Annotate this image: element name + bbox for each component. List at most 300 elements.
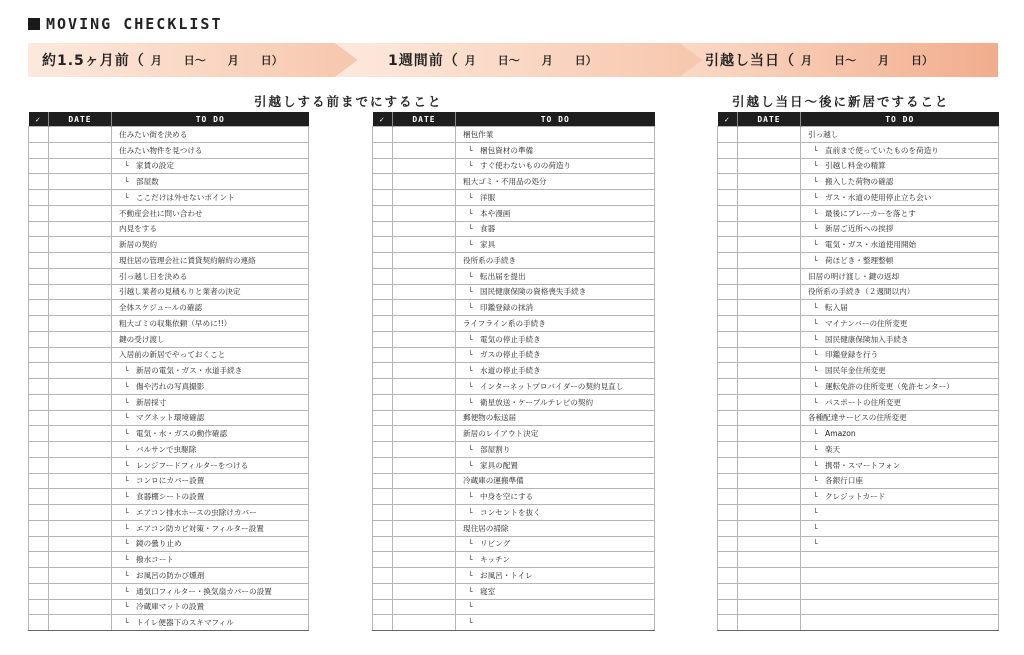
sub-item-icon: └ — [468, 334, 473, 344]
date-cell[interactable] — [393, 142, 456, 158]
date-cell[interactable] — [49, 268, 112, 284]
checkbox-cell[interactable] — [29, 237, 49, 253]
table-row — [718, 442, 999, 458]
checkbox-cell[interactable] — [718, 363, 738, 379]
date-cell[interactable] — [49, 363, 112, 379]
date-cell[interactable] — [49, 426, 112, 442]
date-cell[interactable] — [49, 221, 112, 237]
date-cell[interactable] — [49, 568, 112, 584]
date-cell[interactable] — [393, 536, 456, 552]
checkbox-cell[interactable] — [718, 536, 738, 552]
table-row — [29, 205, 309, 221]
date-cell[interactable] — [738, 473, 801, 489]
table-row — [29, 394, 309, 410]
checkbox-cell[interactable] — [29, 158, 49, 174]
date-cell[interactable] — [393, 599, 456, 615]
checkbox-cell[interactable] — [373, 347, 393, 363]
table-row — [29, 442, 309, 458]
date-cell[interactable] — [49, 284, 112, 300]
date-cell[interactable] — [49, 253, 112, 269]
table-row — [29, 316, 309, 332]
col-header-todo: TO DO — [801, 112, 999, 127]
table-row — [29, 505, 309, 521]
task-label: 内見をする — [119, 224, 157, 234]
date-cell[interactable] — [49, 127, 112, 143]
date-cell[interactable] — [738, 205, 801, 221]
checkbox-cell[interactable] — [718, 142, 738, 158]
date-cell[interactable] — [738, 127, 801, 143]
task-label: 水道の停止手続き — [480, 366, 541, 376]
table-row — [373, 520, 655, 536]
checkbox-cell[interactable] — [29, 284, 49, 300]
sub-item-icon: └ — [124, 570, 129, 580]
date-cell[interactable] — [393, 316, 456, 332]
sub-item-icon: └ — [124, 397, 129, 407]
task-cell — [801, 347, 999, 363]
checkbox-cell[interactable] — [29, 190, 49, 206]
date-cell[interactable] — [49, 316, 112, 332]
checkbox-cell[interactable] — [373, 583, 393, 599]
page-title — [28, 15, 223, 33]
task-label: 梱包資材の準備 — [480, 145, 534, 155]
checkbox-cell[interactable] — [29, 489, 49, 505]
date-cell[interactable] — [393, 473, 456, 489]
date-cell[interactable] — [738, 599, 801, 615]
date-cell[interactable] — [393, 268, 456, 284]
checkbox-cell[interactable] — [718, 158, 738, 174]
date-cell[interactable] — [49, 473, 112, 489]
checkbox-cell[interactable] — [29, 300, 49, 316]
date-cell[interactable] — [49, 552, 112, 568]
task-label: ガス・水道の使用停止立ち会い — [825, 192, 932, 202]
date-cell[interactable] — [738, 347, 801, 363]
sub-item-icon: └ — [124, 602, 129, 612]
checkbox-cell[interactable] — [373, 505, 393, 521]
sub-item-icon: └ — [813, 539, 818, 549]
table-row — [29, 284, 309, 300]
checkbox-cell[interactable] — [29, 426, 49, 442]
sub-item-icon: └ — [468, 381, 473, 391]
date-cell[interactable] — [49, 300, 112, 316]
table-row — [718, 457, 999, 473]
col-header-date: DATE — [49, 112, 112, 127]
date-cell[interactable] — [393, 394, 456, 410]
task-label: 印鑑登録を行う — [825, 350, 879, 360]
date-cell[interactable] — [738, 331, 801, 347]
table-row — [29, 190, 309, 206]
date-cell[interactable] — [393, 363, 456, 379]
date-cell[interactable] — [49, 331, 112, 347]
checkbox-cell[interactable] — [373, 253, 393, 269]
sub-item-icon: └ — [124, 523, 129, 533]
checkbox-cell[interactable] — [373, 363, 393, 379]
date-cell[interactable] — [393, 489, 456, 505]
date-cell[interactable] — [393, 221, 456, 237]
table-row — [373, 363, 655, 379]
date-cell[interactable] — [393, 190, 456, 206]
checkbox-cell[interactable] — [718, 599, 738, 615]
task-cell — [456, 583, 655, 599]
task-label: 通気口フィルター・換気扇カバーの設置 — [136, 586, 272, 596]
date-cell[interactable] — [49, 505, 112, 521]
task-label: 梱包作業 — [463, 129, 494, 139]
date-cell[interactable] — [738, 489, 801, 505]
date-cell[interactable] — [49, 599, 112, 615]
sub-item-icon: └ — [468, 224, 473, 234]
sub-item-icon: └ — [813, 444, 818, 454]
checkbox-cell[interactable] — [29, 410, 49, 426]
date-cell[interactable] — [49, 583, 112, 599]
checkbox-cell[interactable] — [373, 379, 393, 395]
date-cell[interactable] — [49, 489, 112, 505]
table-row — [373, 316, 655, 332]
date-cell[interactable] — [738, 520, 801, 536]
sub-item-icon: └ — [124, 586, 129, 596]
checkbox-cell[interactable] — [29, 473, 49, 489]
checkbox-cell[interactable] — [718, 331, 738, 347]
checkbox-cell[interactable] — [29, 363, 49, 379]
date-cell[interactable] — [393, 457, 456, 473]
table-row — [718, 583, 999, 599]
task-cell — [112, 379, 309, 395]
checkbox-cell[interactable] — [718, 253, 738, 269]
table-row — [373, 599, 655, 615]
sub-item-icon: └ — [124, 429, 129, 439]
date-cell[interactable] — [393, 426, 456, 442]
checkbox-cell[interactable] — [718, 379, 738, 395]
checkbox-cell[interactable] — [373, 221, 393, 237]
sub-item-icon: └ — [813, 224, 818, 234]
task-label: 全体スケジュールの確認 — [119, 303, 203, 313]
sub-item-icon: └ — [124, 444, 129, 454]
checkbox-cell[interactable] — [373, 410, 393, 426]
date-cell[interactable] — [49, 174, 112, 190]
checkbox-cell[interactable] — [718, 268, 738, 284]
checkbox-cell[interactable] — [718, 568, 738, 584]
checkbox-cell[interactable] — [29, 457, 49, 473]
checkbox-cell[interactable] — [718, 410, 738, 426]
date-cell[interactable] — [393, 583, 456, 599]
date-cell[interactable] — [393, 284, 456, 300]
date-cell[interactable] — [49, 410, 112, 426]
checkbox-cell[interactable] — [29, 599, 49, 615]
checkbox-cell[interactable] — [373, 268, 393, 284]
date-cell[interactable] — [738, 568, 801, 584]
date-cell[interactable] — [738, 190, 801, 206]
date-cell[interactable] — [49, 394, 112, 410]
task-cell — [456, 284, 655, 300]
table-row — [373, 347, 655, 363]
date-cell[interactable] — [738, 457, 801, 473]
table-row — [29, 536, 309, 552]
date-cell[interactable] — [393, 615, 456, 631]
col-header-date: DATE — [738, 112, 801, 127]
checkbox-cell[interactable] — [718, 426, 738, 442]
date-cell[interactable] — [738, 379, 801, 395]
checkbox-cell[interactable] — [29, 520, 49, 536]
task-label: 家具 — [480, 240, 496, 250]
task-cell — [456, 237, 655, 253]
checkbox-cell[interactable] — [718, 394, 738, 410]
table-row — [29, 568, 309, 584]
checkbox-cell[interactable] — [29, 442, 49, 458]
table-row — [373, 331, 655, 347]
date-cell[interactable] — [393, 347, 456, 363]
checkbox-cell[interactable] — [373, 520, 393, 536]
checkbox-cell[interactable] — [718, 615, 738, 631]
checkbox-cell[interactable] — [373, 300, 393, 316]
col-header-check: ✓ — [718, 112, 738, 127]
checkbox-cell[interactable] — [373, 536, 393, 552]
checkbox-cell[interactable] — [373, 190, 393, 206]
checkbox-cell[interactable] — [373, 426, 393, 442]
date-cell[interactable] — [49, 536, 112, 552]
checkbox-cell[interactable] — [718, 300, 738, 316]
task-label: 入居前の新居でやっておくこと — [119, 350, 226, 360]
date-cell[interactable] — [738, 536, 801, 552]
date-cell[interactable] — [49, 205, 112, 221]
sub-item-icon: └ — [813, 350, 818, 360]
date-cell[interactable] — [738, 552, 801, 568]
task-label: 家具の配置 — [480, 460, 518, 470]
checkbox-cell[interactable] — [373, 331, 393, 347]
date-cell[interactable] — [393, 174, 456, 190]
task-cell — [456, 489, 655, 505]
checkbox-cell[interactable] — [718, 473, 738, 489]
date-cell[interactable] — [738, 300, 801, 316]
checkbox-cell[interactable] — [373, 158, 393, 174]
task-label: 直前まで使っていたものを荷造り — [825, 145, 939, 155]
sub-item-icon: └ — [124, 177, 129, 187]
checkbox-cell[interactable] — [29, 379, 49, 395]
checkbox-cell[interactable] — [718, 284, 738, 300]
checkbox-cell[interactable] — [373, 316, 393, 332]
table-row — [29, 426, 309, 442]
table-row — [718, 284, 999, 300]
checkbox-cell[interactable] — [718, 552, 738, 568]
date-cell[interactable] — [738, 583, 801, 599]
checkbox-cell[interactable] — [29, 568, 49, 584]
task-label: 粗大ゴミ・不用品の処分 — [463, 177, 547, 187]
checkbox-cell[interactable] — [29, 536, 49, 552]
date-cell[interactable] — [393, 568, 456, 584]
sub-item-icon: └ — [813, 145, 818, 155]
date-cell[interactable] — [738, 253, 801, 269]
checkbox-cell[interactable] — [29, 505, 49, 521]
task-cell — [801, 127, 999, 143]
date-cell[interactable] — [49, 457, 112, 473]
checkbox-cell[interactable] — [373, 552, 393, 568]
date-cell[interactable] — [393, 442, 456, 458]
task-label: 荷ほどき・整理整頓 — [825, 255, 894, 265]
checkbox-cell[interactable] — [29, 268, 49, 284]
checklist-table-middle — [372, 112, 655, 631]
task-cell — [456, 457, 655, 473]
checkbox-cell[interactable] — [718, 174, 738, 190]
checkbox-cell[interactable] — [718, 442, 738, 458]
checkbox-cell[interactable] — [29, 142, 49, 158]
checkbox-cell[interactable] — [718, 520, 738, 536]
task-label: 住みたい物件を見つける — [119, 145, 203, 155]
checkbox-cell[interactable] — [29, 316, 49, 332]
date-cell[interactable] — [738, 410, 801, 426]
table-row — [29, 300, 309, 316]
checkbox-cell[interactable] — [29, 615, 49, 631]
checkbox-cell[interactable] — [718, 457, 738, 473]
checkbox-cell[interactable] — [29, 127, 49, 143]
sub-item-icon: └ — [468, 350, 473, 360]
date-cell[interactable] — [738, 268, 801, 284]
task-label: 携帯・スマートフォン — [825, 460, 901, 470]
date-cell[interactable] — [49, 158, 112, 174]
checkbox-cell[interactable] — [718, 237, 738, 253]
checkbox-cell[interactable] — [373, 568, 393, 584]
date-cell[interactable] — [738, 505, 801, 521]
checkbox-cell[interactable] — [373, 457, 393, 473]
date-cell[interactable] — [393, 520, 456, 536]
task-label: 鍵の受け渡し — [119, 334, 165, 344]
date-cell[interactable] — [49, 347, 112, 363]
checkbox-cell[interactable] — [718, 221, 738, 237]
date-cell[interactable] — [49, 190, 112, 206]
checkbox-cell[interactable] — [373, 284, 393, 300]
sub-item-icon: └ — [468, 161, 473, 171]
task-label: リビング — [480, 539, 511, 549]
date-cell[interactable] — [393, 127, 456, 143]
task-label: レンジフードフィルターをつける — [136, 460, 249, 470]
table-row — [718, 347, 999, 363]
date-cell[interactable] — [738, 142, 801, 158]
table-row — [373, 615, 655, 631]
task-label: 現住居の掃除 — [463, 523, 509, 533]
checkbox-cell[interactable] — [29, 205, 49, 221]
table-row — [718, 142, 999, 158]
checkbox-cell[interactable] — [718, 505, 738, 521]
checkbox-cell[interactable] — [373, 394, 393, 410]
date-cell[interactable] — [738, 442, 801, 458]
date-cell[interactable] — [738, 363, 801, 379]
task-cell — [456, 442, 655, 458]
task-label: 住みたい街を決める — [119, 129, 188, 139]
date-cell[interactable] — [393, 253, 456, 269]
date-cell[interactable] — [49, 142, 112, 158]
checkbox-cell[interactable] — [718, 489, 738, 505]
table-row — [718, 363, 999, 379]
task-cell — [801, 473, 999, 489]
task-label: 粗大ゴミの収集依頼（早めに!!） — [119, 318, 232, 328]
checkbox-cell[interactable] — [373, 442, 393, 458]
date-cell[interactable] — [393, 237, 456, 253]
checkbox-cell[interactable] — [718, 347, 738, 363]
date-cell[interactable] — [738, 615, 801, 631]
sub-item-icon: └ — [813, 492, 818, 502]
date-cell[interactable] — [393, 205, 456, 221]
table-row — [373, 205, 655, 221]
task-label: バルサンで虫駆除 — [136, 444, 197, 454]
date-cell[interactable] — [738, 221, 801, 237]
sub-item-icon: └ — [813, 303, 818, 313]
checkbox-cell[interactable] — [373, 473, 393, 489]
task-label: 衛星放送・ケーブルテレビの契約 — [480, 397, 594, 407]
checkbox-cell[interactable] — [29, 331, 49, 347]
date-cell[interactable] — [49, 237, 112, 253]
task-cell — [456, 426, 655, 442]
task-cell — [456, 205, 655, 221]
task-cell — [456, 347, 655, 363]
date-cell[interactable] — [49, 379, 112, 395]
checkbox-cell[interactable] — [29, 552, 49, 568]
checkbox-cell[interactable] — [373, 142, 393, 158]
sub-item-icon: └ — [468, 287, 473, 297]
checkbox-cell[interactable] — [373, 127, 393, 143]
checkbox-cell[interactable] — [718, 205, 738, 221]
checkbox-cell[interactable] — [718, 583, 738, 599]
table-row — [718, 520, 999, 536]
task-cell — [801, 410, 999, 426]
table-row — [29, 174, 309, 190]
date-cell[interactable] — [738, 174, 801, 190]
task-label: 新居の契約 — [119, 240, 157, 250]
checkbox-cell[interactable] — [718, 190, 738, 206]
checkbox-cell[interactable] — [29, 394, 49, 410]
checkbox-cell[interactable] — [29, 221, 49, 237]
checkbox-cell[interactable] — [718, 127, 738, 143]
date-cell[interactable] — [738, 284, 801, 300]
task-cell — [801, 237, 999, 253]
table-row — [373, 394, 655, 410]
date-cell[interactable] — [49, 520, 112, 536]
band-label-3: 引越し当日（ 月 日～ 月 日） — [705, 53, 933, 69]
table-row — [29, 158, 309, 174]
task-label: エアコン排水ホースの虫除けカバー — [136, 507, 257, 517]
date-cell[interactable] — [393, 552, 456, 568]
date-cell[interactable] — [738, 316, 801, 332]
checkbox-cell[interactable] — [373, 237, 393, 253]
col-header-date: DATE — [393, 112, 456, 127]
checkbox-cell[interactable] — [29, 347, 49, 363]
checkbox-cell[interactable] — [373, 489, 393, 505]
task-cell — [112, 505, 309, 521]
date-cell[interactable] — [738, 158, 801, 174]
sub-item-icon: └ — [124, 413, 129, 423]
table-row — [373, 379, 655, 395]
checkbox-cell[interactable] — [373, 615, 393, 631]
checkbox-cell[interactable] — [373, 174, 393, 190]
checkbox-cell[interactable] — [373, 599, 393, 615]
checkbox-cell[interactable] — [29, 583, 49, 599]
date-cell[interactable] — [393, 505, 456, 521]
date-cell[interactable] — [393, 331, 456, 347]
date-cell[interactable] — [738, 426, 801, 442]
table-row — [718, 410, 999, 426]
task-label: 楽天 — [825, 444, 841, 454]
date-cell[interactable] — [393, 300, 456, 316]
date-cell[interactable] — [738, 394, 801, 410]
date-cell[interactable] — [49, 442, 112, 458]
task-label: 引っ越し日を決める — [119, 271, 188, 281]
checkbox-cell[interactable] — [29, 253, 49, 269]
date-cell[interactable] — [49, 615, 112, 631]
date-cell[interactable] — [393, 410, 456, 426]
date-cell[interactable] — [738, 237, 801, 253]
date-cell[interactable] — [393, 379, 456, 395]
checkbox-cell[interactable] — [29, 174, 49, 190]
date-cell[interactable] — [393, 158, 456, 174]
task-cell — [112, 568, 309, 584]
sub-item-icon: └ — [124, 555, 129, 565]
checkbox-cell[interactable] — [718, 316, 738, 332]
checkbox-cell[interactable] — [373, 205, 393, 221]
